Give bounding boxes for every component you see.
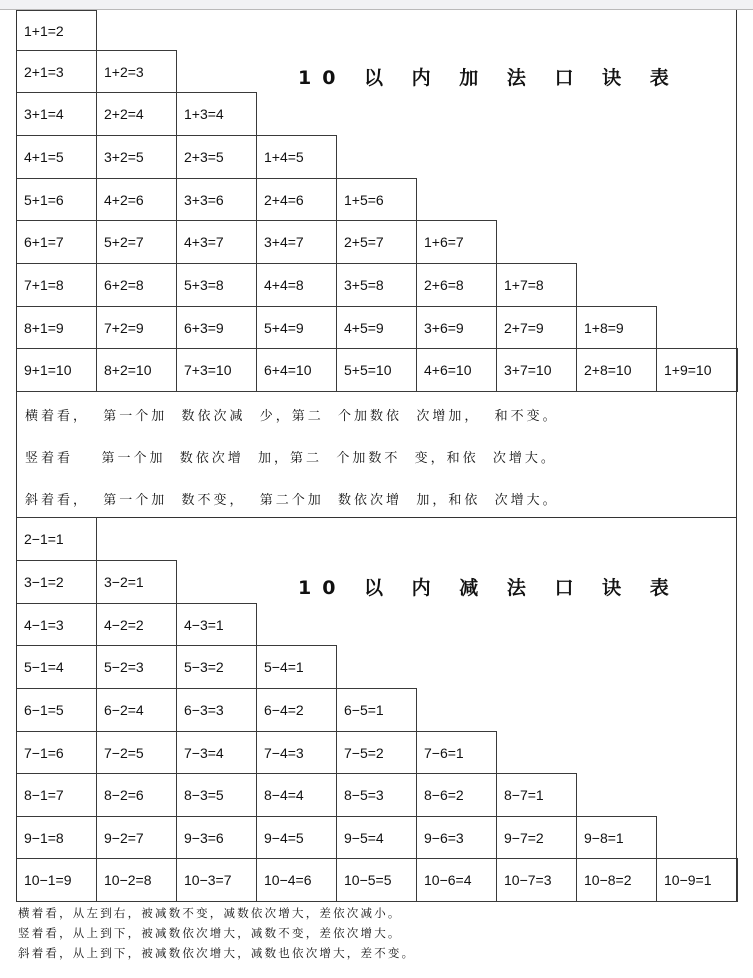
subtraction-cell: 9−6=3 bbox=[416, 816, 497, 859]
addition-cell: 7+2=9 bbox=[96, 306, 177, 349]
subtraction-title: 10 以 内 减 法 口 诀 表 bbox=[298, 577, 680, 599]
addition-note-vertical: 竖着看 第一个加 数依次增 加，第二 个加数不 变，和依 次增大。 bbox=[25, 451, 557, 466]
addition-frame bbox=[16, 10, 737, 391]
addition-cell: 1+6=7 bbox=[416, 220, 497, 264]
subtraction-cell: 10−4=6 bbox=[256, 858, 337, 902]
subtraction-cell: 6−5=1 bbox=[336, 688, 417, 732]
addition-cell: 5+3=8 bbox=[176, 263, 257, 307]
addition-cell: 2+7=9 bbox=[496, 306, 577, 349]
addition-cell: 5+2=7 bbox=[96, 220, 177, 264]
subtraction-cell: 10−7=3 bbox=[496, 858, 577, 902]
addition-cell: 2+5=7 bbox=[336, 220, 417, 264]
addition-cell: 8+1=9 bbox=[16, 306, 97, 349]
subtraction-cell: 10−1=9 bbox=[16, 858, 97, 902]
addition-cell: 1+9=10 bbox=[656, 348, 738, 392]
subtraction-note-vertical: 竖着看，从上到下，被减数依次增大，减数不变，差依次增大。 bbox=[18, 926, 402, 940]
addition-cell: 2+8=10 bbox=[576, 348, 657, 392]
addition-cell: 4+3=7 bbox=[176, 220, 257, 264]
subtraction-cell: 4−1=3 bbox=[16, 603, 97, 646]
addition-cell: 1+1=2 bbox=[16, 10, 97, 51]
addition-cell: 6+3=9 bbox=[176, 306, 257, 349]
addition-cell: 2+1=3 bbox=[16, 50, 97, 93]
addition-cell: 2+2=4 bbox=[96, 92, 177, 136]
addition-note-horizontal: 横着看， 第一个加 数依次减 少，第二 个加数依 次增加， 和不变。 bbox=[25, 409, 559, 424]
addition-cell: 6+1=7 bbox=[16, 220, 97, 264]
subtraction-cell: 10−3=7 bbox=[176, 858, 257, 902]
subtraction-cell: 8−1=7 bbox=[16, 773, 97, 817]
subtraction-cell: 9−7=2 bbox=[496, 816, 577, 859]
addition-cell: 1+4=5 bbox=[256, 135, 337, 179]
subtraction-cell: 10−8=2 bbox=[576, 858, 657, 902]
addition-cell: 3+5=8 bbox=[336, 263, 417, 307]
subtraction-cell: 7−3=4 bbox=[176, 731, 257, 774]
addition-cell: 5+4=9 bbox=[256, 306, 337, 349]
addition-note-diagonal: 斜着看， 第一个加 数不变， 第二个加 数依次增 加，和依 次增大。 bbox=[25, 493, 559, 508]
page-top-band bbox=[0, 0, 753, 10]
subtraction-cell: 9−3=6 bbox=[176, 816, 257, 859]
addition-notes bbox=[16, 391, 737, 518]
addition-cell: 1+5=6 bbox=[336, 178, 417, 221]
subtraction-cell: 3−2=1 bbox=[96, 560, 177, 604]
subtraction-cell: 9−8=1 bbox=[576, 816, 657, 859]
subtraction-cell: 6−2=4 bbox=[96, 688, 177, 732]
subtraction-cell: 8−6=2 bbox=[416, 773, 497, 817]
subtraction-cell: 10−5=5 bbox=[336, 858, 417, 902]
subtraction-cell: 5−4=1 bbox=[256, 645, 337, 689]
subtraction-cell: 8−7=1 bbox=[496, 773, 577, 817]
subtraction-cell: 5−2=3 bbox=[96, 645, 177, 689]
addition-cell: 5+1=6 bbox=[16, 178, 97, 221]
addition-cell: 3+1=4 bbox=[16, 92, 97, 136]
addition-cell: 4+5=9 bbox=[336, 306, 417, 349]
addition-cell: 4+1=5 bbox=[16, 135, 97, 179]
subtraction-cell: 8−3=5 bbox=[176, 773, 257, 817]
addition-cell: 3+4=7 bbox=[256, 220, 337, 264]
addition-cell: 7+3=10 bbox=[176, 348, 257, 392]
addition-cell: 3+6=9 bbox=[416, 306, 497, 349]
subtraction-cell: 7−5=2 bbox=[336, 731, 417, 774]
subtraction-cell: 7−1=6 bbox=[16, 731, 97, 774]
addition-cell: 1+3=4 bbox=[176, 92, 257, 136]
addition-cell: 3+3=6 bbox=[176, 178, 257, 221]
addition-cell: 3+2=5 bbox=[96, 135, 177, 179]
subtraction-frame bbox=[16, 517, 737, 901]
subtraction-cell: 9−1=8 bbox=[16, 816, 97, 859]
subtraction-cell: 7−2=5 bbox=[96, 731, 177, 774]
subtraction-cell: 8−4=4 bbox=[256, 773, 337, 817]
addition-cell: 1+7=8 bbox=[496, 263, 577, 307]
addition-cell: 6+4=10 bbox=[256, 348, 337, 392]
subtraction-cell: 7−6=1 bbox=[416, 731, 497, 774]
addition-cell: 2+3=5 bbox=[176, 135, 257, 179]
subtraction-cell: 9−5=4 bbox=[336, 816, 417, 859]
subtraction-note-horizontal: 横着看，从左到右，被减数不变，减数依次增大，差依次减小。 bbox=[18, 906, 402, 920]
subtraction-cell: 3−1=2 bbox=[16, 560, 97, 604]
subtraction-cell: 6−1=5 bbox=[16, 688, 97, 732]
addition-cell: 1+2=3 bbox=[96, 50, 177, 93]
addition-cell: 6+2=8 bbox=[96, 263, 177, 307]
subtraction-cell: 10−9=1 bbox=[656, 858, 738, 902]
subtraction-cell: 9−2=7 bbox=[96, 816, 177, 859]
addition-cell: 8+2=10 bbox=[96, 348, 177, 392]
subtraction-cell: 10−6=4 bbox=[416, 858, 497, 902]
subtraction-cell: 6−3=3 bbox=[176, 688, 257, 732]
addition-cell: 5+5=10 bbox=[336, 348, 417, 392]
subtraction-cell: 9−4=5 bbox=[256, 816, 337, 859]
subtraction-cell: 4−2=2 bbox=[96, 603, 177, 646]
subtraction-note-diagonal: 斜着看，从上到下，被减数依次增大，减数也依次增大，差不变。 bbox=[18, 946, 416, 960]
subtraction-cell: 2−1=1 bbox=[16, 517, 97, 561]
subtraction-cell: 4−3=1 bbox=[176, 603, 257, 646]
subtraction-cell: 8−2=6 bbox=[96, 773, 177, 817]
addition-cell: 2+4=6 bbox=[256, 178, 337, 221]
addition-cell: 4+2=6 bbox=[96, 178, 177, 221]
subtraction-cell: 6−4=2 bbox=[256, 688, 337, 732]
subtraction-cell: 5−1=4 bbox=[16, 645, 97, 689]
addition-cell: 3+7=10 bbox=[496, 348, 577, 392]
addition-cell: 2+6=8 bbox=[416, 263, 497, 307]
addition-cell: 1+8=9 bbox=[576, 306, 657, 349]
subtraction-cell: 7−4=3 bbox=[256, 731, 337, 774]
addition-title: 10 以 内 加 法 口 诀 表 bbox=[298, 67, 680, 89]
addition-cell: 4+6=10 bbox=[416, 348, 497, 392]
subtraction-cell: 8−5=3 bbox=[336, 773, 417, 817]
addition-cell: 9+1=10 bbox=[16, 348, 97, 392]
subtraction-cell: 5−3=2 bbox=[176, 645, 257, 689]
addition-cell: 4+4=8 bbox=[256, 263, 337, 307]
subtraction-cell: 10−2=8 bbox=[96, 858, 177, 902]
addition-cell: 7+1=8 bbox=[16, 263, 97, 307]
